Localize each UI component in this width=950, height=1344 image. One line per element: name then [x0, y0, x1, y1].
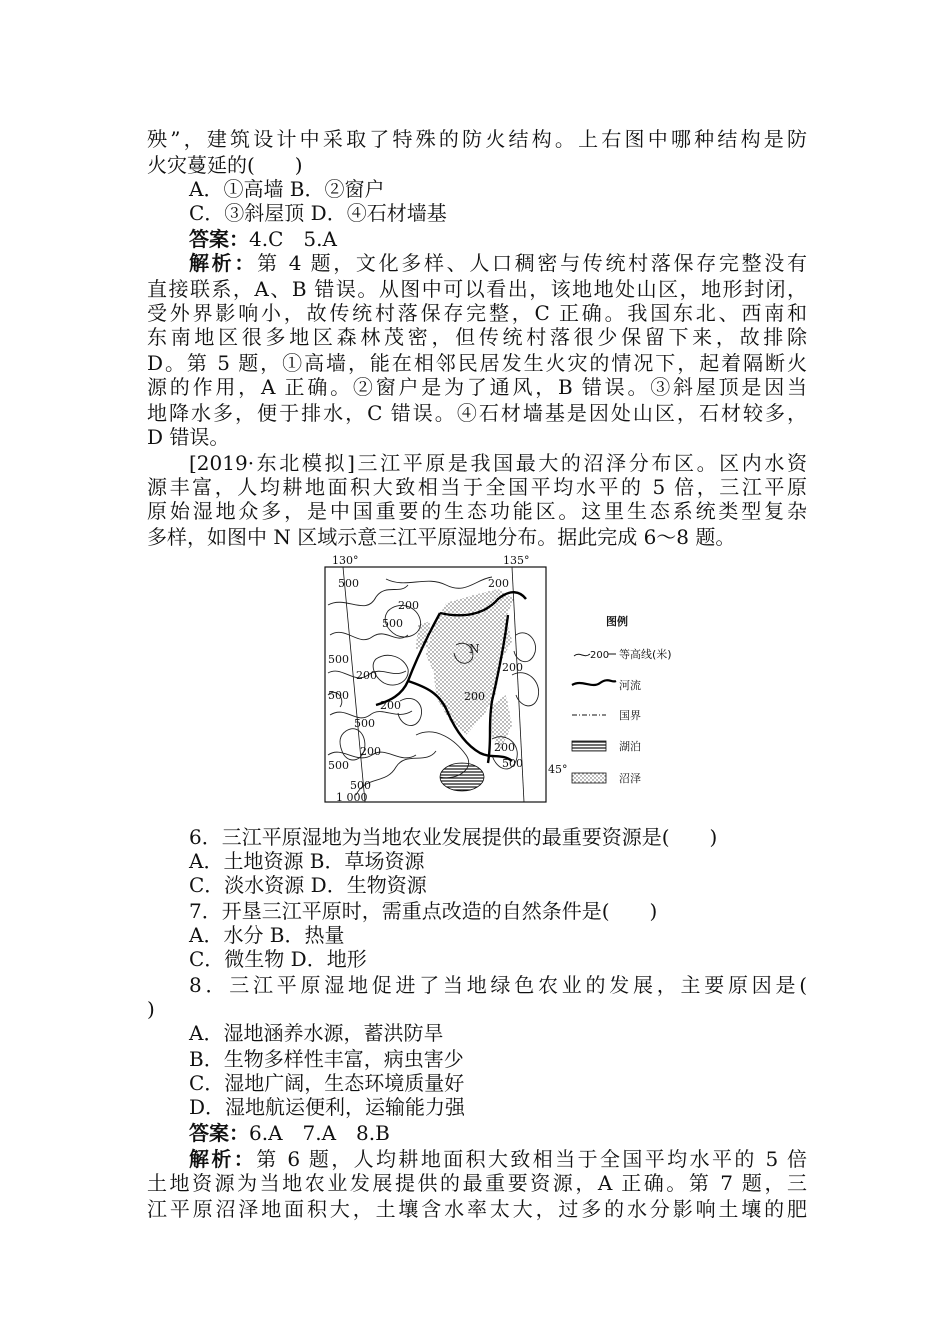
contour-label: 500	[328, 759, 349, 772]
region-label: N	[469, 642, 480, 656]
text-line: 受外界影响小，故传统村落保存完整，C 正确。我国东北、西南和	[147, 301, 807, 325]
explanation-label: 解析：	[189, 251, 258, 275]
option-line: C．湿地广阔，生态环境质量好	[189, 1071, 465, 1095]
explanation-label: 解析：	[189, 1147, 257, 1171]
contour-label: 500	[382, 617, 403, 630]
explanation-text: 第 4 题，文化多样、人口稠密与传统村落保存完整没有	[257, 251, 807, 275]
contour-label: 500	[328, 653, 349, 666]
answer-line	[189, 226, 807, 252]
text-line: D 错误。	[147, 425, 230, 449]
contour-label: 200	[488, 577, 509, 590]
text-line: 火灾蔓延的( )	[147, 153, 303, 177]
legend-contour-sample: 200	[590, 650, 610, 661]
contour-label: 1 000	[336, 791, 368, 804]
text-line: 殃”，建筑设计中采取了特殊的防火结构。上右图中哪种结构是防	[147, 127, 807, 151]
latitude-label: 45°	[548, 763, 568, 776]
option-line: C．③斜屋顶 D．④石材墙基	[189, 201, 447, 225]
legend-title: 图例	[606, 615, 628, 628]
option-line: A．①高墙 B．②窗户	[189, 177, 385, 201]
contour-label: 500	[328, 689, 349, 702]
text-line: 土地资源为当地农业发展提供的最重要资源，A 正确。第 7 题，三	[147, 1171, 807, 1195]
answer-value: 4.C 5.A	[249, 227, 337, 251]
legend-contour-label: 等高线(米)	[619, 648, 672, 661]
question-line: )	[147, 997, 155, 1021]
longitude-label: 135°	[503, 555, 530, 567]
question-line: 8．三江平原湿地促进了当地绿色农业的发展，主要原因是(	[189, 973, 807, 997]
option-line: D．湿地航运便利，运输能力强	[189, 1095, 466, 1119]
contour-label: 200	[356, 669, 377, 682]
lake-area	[440, 763, 484, 791]
text-line: 多样，如图中 N 区域示意三江平原湿地分布。据此完成 6～8 题。	[147, 525, 736, 549]
longitude-label: 130°	[332, 555, 359, 567]
contour-label: 200	[464, 690, 485, 703]
legend-contour-symbol	[574, 654, 590, 656]
legend-lake-label: 湖泊	[619, 740, 641, 753]
contour-label: 200	[494, 741, 515, 754]
legend-river-label: 河流	[619, 679, 641, 692]
sanjiang-plain-wetland-map	[316, 555, 706, 807]
legend-border-label: 国界	[619, 709, 641, 722]
question-line: 6．三江平原湿地为当地农业发展提供的最重要资源是( )	[189, 825, 718, 849]
legend-lake-symbol	[572, 741, 606, 751]
legend-marsh-symbol	[572, 773, 606, 783]
contour-label: 200	[360, 745, 381, 758]
answer-label: 答案：	[189, 227, 249, 251]
contour-label: 500	[350, 779, 371, 792]
contour-label: 500	[354, 717, 375, 730]
option-line: A．水分 B．热量	[189, 923, 345, 947]
text-line: 江平原沼泽地面积大，土壤含水率太大，过多的水分影响土壤的肥	[147, 1197, 807, 1221]
text-line: 源丰富，人均耕地面积大致相当于全国平均水平的 5 倍，三江平原	[147, 475, 807, 499]
contour-label: 200	[502, 661, 523, 674]
legend-marsh-label: 沼泽	[619, 772, 641, 785]
option-line: A．湿地涵养水源，蓄洪防旱	[189, 1021, 444, 1045]
option-line: B．生物多样性丰富，病虫害少	[189, 1047, 464, 1071]
option-line: A．土地资源 B．草场资源	[189, 849, 425, 873]
legend-river-symbol	[572, 680, 616, 685]
option-line: C．淡水资源 D．生物资源	[189, 873, 427, 897]
text-line: 源的作用，A 正确。②窗户是为了通风，B 错误。③斜屋顶是因当	[147, 375, 807, 399]
contour-label: 500	[338, 577, 359, 590]
answer-line	[189, 1120, 807, 1146]
contour-label: 200	[380, 699, 401, 712]
question-line: 7．开垦三江平原时，需重点改造的自然条件是( )	[189, 899, 658, 923]
text-line: 原始湿地众多，是中国重要的生态功能区。这里生态系统类型复杂	[147, 499, 807, 523]
explanation-line	[189, 250, 807, 276]
contour-label: 500	[502, 757, 523, 770]
answer-value: 6.A 7.A 8.B	[249, 1121, 390, 1145]
map-legend	[572, 614, 672, 785]
text-line: [2019·东北模拟]三江平原是我国最大的沼泽分布区。区内水资	[189, 451, 807, 475]
explanation-line	[189, 1146, 807, 1172]
text-line: D。第 5 题，①高墙，能在相邻民居发生火灾的情况下，起着隔断火	[147, 351, 807, 375]
text-line: 东南地区很多地区森林茂密，但传统村落很少保留下来，故排除	[147, 325, 807, 349]
text-line: 直接联系，A、B 错误。从图中可以看出，该地地处山区，地形封闭，	[147, 277, 807, 301]
text-line: 地降水多，便于排水，C 错误。④石材墙基是因处山区，石材较多，	[147, 401, 807, 425]
explanation-text: 第 6 题，人均耕地面积大致相当于全国平均水平的 5 倍	[256, 1147, 808, 1171]
answer-label: 答案：	[189, 1121, 249, 1145]
option-line: C．微生物 D．地形	[189, 947, 367, 971]
contour-label: 200	[398, 599, 419, 612]
